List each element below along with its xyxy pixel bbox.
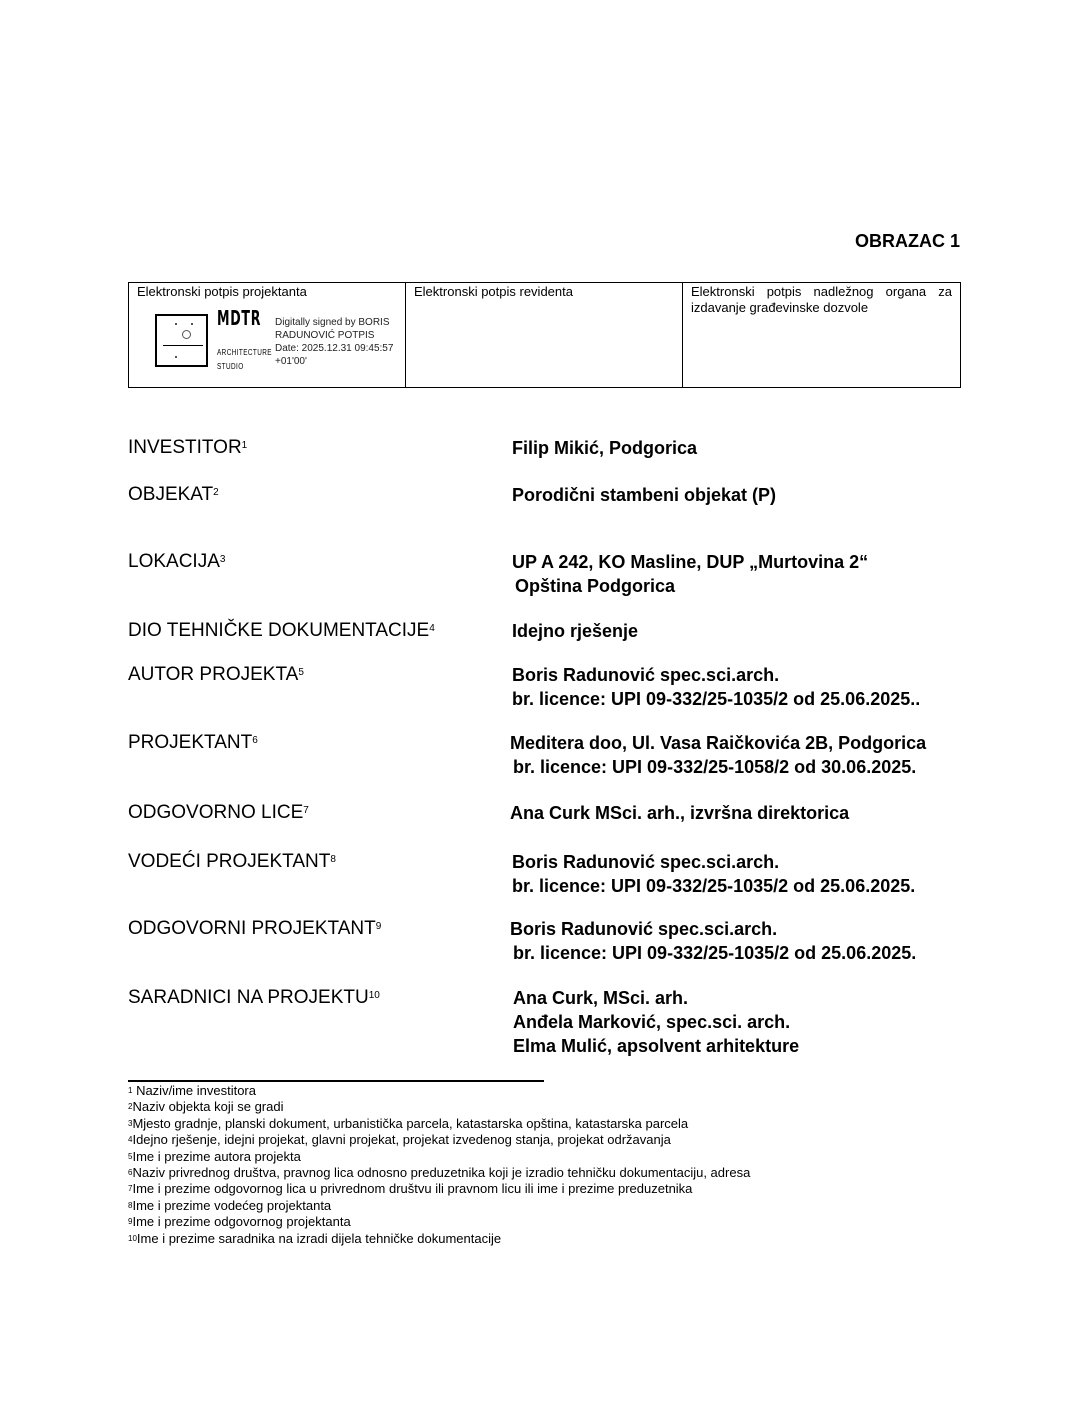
value-lokacija: UP A 242, KO Masline, DUP „Murtovina 2“ Opština Podgorica — [512, 552, 869, 596]
footnote-divider — [128, 1080, 544, 1082]
value-projektant: Meditera doo, Ul. Vasa Raičkovića 2B, Podgorica br. licence: UPI 09-332/25-1058/2 od 30.06.2025. — [510, 733, 927, 777]
value-vodeci: Boris Radunović spec.sci.arch. br. licence: UPI 09-332/25-1035/2 od 25.06.2025. — [512, 852, 916, 896]
label-objekat: OBJEKAT$^2$ — [128, 484, 219, 505]
signature-cell-reviewer — [406, 283, 683, 388]
footnotes — [128, 1083, 750, 1247]
footnote: $^1$ Naziv/ime investitora — [128, 1083, 256, 1098]
signature-label-designer: Elektronski potpis projektanta — [137, 284, 307, 299]
value-dio: Idejno rješenje — [512, 621, 639, 641]
logo-subtitle-2: STUDIO — [217, 362, 244, 371]
label-odgovorni: ODGOVORNI PROJEKTANT$^9$ — [128, 918, 382, 939]
studio-logo-icon — [155, 314, 208, 367]
form-title: OBRAZAC 1 — [854, 231, 960, 251]
signature-line: +01'00' — [275, 356, 307, 367]
label-saradnici: SARADNICI NA PROJEKTU$^{10}$ — [128, 987, 380, 1008]
logo-subtitle-1: ARCHITECTURE — [217, 348, 272, 357]
footnote: $^2$Naziv objekta koji se gradi — [128, 1099, 284, 1115]
signature-line: Digitally signed by BORIS — [275, 317, 390, 328]
signature-details — [275, 316, 415, 368]
label-autor: AUTOR PROJEKTA$^5$ — [128, 664, 304, 685]
footnote: $^3$Mjesto gradnje, planski dokument, urbanistička parcela, katastarska opština, katastarska parcela — [128, 1115, 689, 1131]
signature-line: RADUNOVIĆ POTPIS — [275, 330, 375, 341]
digital-signature[interactable] — [137, 300, 397, 380]
value-odgovorni: Boris Radunović spec.sci.arch. br. licence: UPI 09-332/25-1035/2 od 25.06.2025. — [510, 919, 917, 963]
signature-cell-designer — [129, 283, 406, 388]
value-investitor: Filip Mikić, Podgorica — [512, 438, 698, 458]
footnote: $^6$Naziv privrednog društva, pravnog lica odnosno preduzetnika koji je izradio tehničku dokumentaciju, adresa — [128, 1165, 751, 1181]
value-saradnici: Ana Curk, MSci. arh. Anđela Marković, spec.sci. arch. Elma Mulić, apsolvent arhitekture — [513, 988, 800, 1056]
footnote: $^9$Ime i prezime odgovornog projektanta — [128, 1214, 351, 1230]
logo-wordmark: MDTR — [217, 306, 262, 330]
label-projektant: PROJEKTANT$^6$ — [128, 732, 258, 753]
label-odgovorno-lice: ODGOVORNO LICE$^7$ — [128, 802, 309, 823]
signature-table — [128, 282, 961, 388]
footnote: $^7$Ime i prezime odgovornog lica u privrednom društvu ili pravnom licu ili ime i prezime preduzetnika — [128, 1181, 693, 1197]
footnote: $^5$Ime i prezime autora projekta — [128, 1148, 301, 1164]
signature-line: Date: 2025.12.31 09:45:57 — [275, 343, 394, 354]
footnote: $^{10}$Ime i prezime saradnika na izradi dijela tehničke dokumentacije — [128, 1230, 502, 1246]
value-odgovorno-lice: Ana Curk MSci. arh., izvršna direktorica — [510, 803, 850, 823]
signature-label-reviewer: Elektronski potpis revidenta — [414, 284, 573, 299]
label-lokacija: LOKACIJA$^3$ — [128, 551, 226, 572]
signature-cell-authority — [683, 283, 961, 388]
signature-label-authority: Elektronski potpis nadležnog organa za izdavanje građevinske dozvole — [691, 284, 952, 315]
value-objekat: Porodični stambeni objekat (P) — [512, 485, 777, 505]
label-investitor: INVESTITOR$^1$ — [128, 437, 248, 458]
footnote: $^8$Ime i prezime vodećeg projektanta — [128, 1197, 332, 1213]
label-vodeci: VODEĆI PROJEKTANT$^8$ — [128, 851, 336, 872]
label-dio: DIO TEHNIČKE DOKUMENTACIJE$^4$ — [128, 620, 435, 641]
value-autor: Boris Radunović spec.sci.arch. br. licence: UPI 09-332/25-1035/2 od 25.06.2025.. — [512, 665, 921, 709]
footnote: $^4$Idejno rješenje, idejni projekat, glavni projekat, projekat izvedenog stanja, projekat održavanja — [128, 1132, 671, 1148]
